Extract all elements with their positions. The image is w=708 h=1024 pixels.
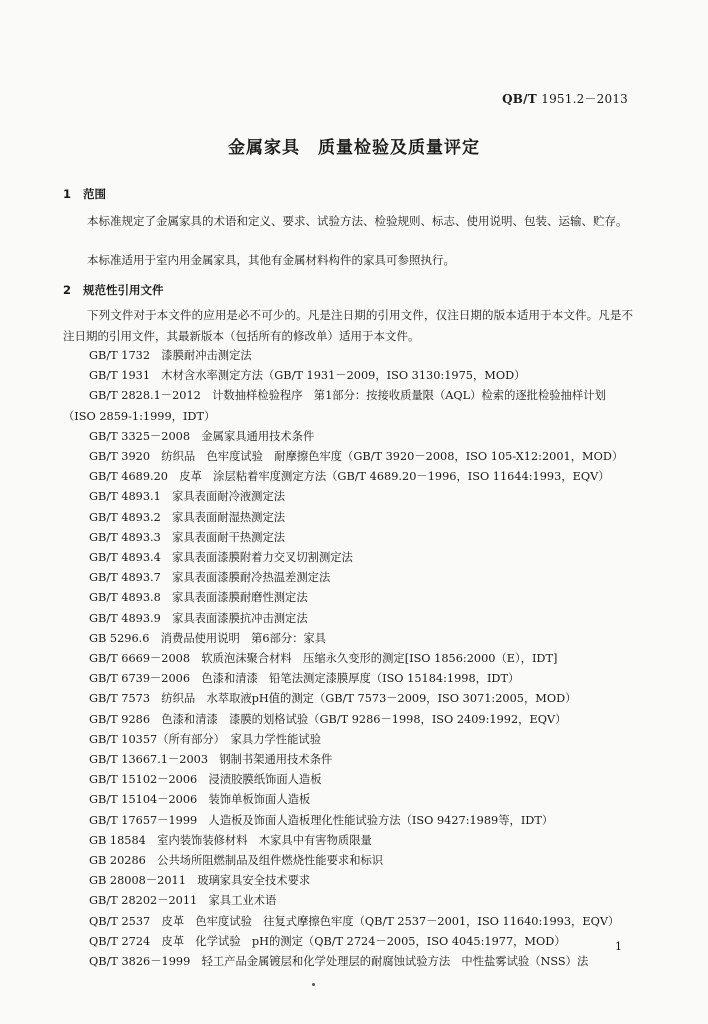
reference-item: GB/T 4893.4 家具表面漆膜附着力交叉切割测定法 xyxy=(89,551,353,565)
reference-item: GB/T 10357（所有部分） 家具力学性能试验 xyxy=(89,732,321,746)
reference-item: GB/T 2828.1－2012 计数抽样检验程序 第1部分：按接收质量限（AQL）检索的逐批检验抽样计划（ISO 2859-1:1999，IDT） xyxy=(63,389,606,423)
reference-item: QB/T 2724 皮革 化学试验 pH的测定（QB/T 2724－2005，ISO 4045:1977，MOD） xyxy=(89,934,566,948)
page-number: 1 xyxy=(615,940,622,953)
reference-item: GB 28008－2011 玻璃家具安全技术要求 xyxy=(89,874,311,888)
reference-item: GB/T 4893.8 家具表面漆膜耐磨性测定法 xyxy=(89,591,308,605)
reference-item: GB 5296.6 消费品使用说明 第6部分：家具 xyxy=(89,631,327,645)
standard-code xyxy=(502,90,628,107)
scan-artifact-dot xyxy=(312,983,315,986)
section-heading-normative-references xyxy=(63,282,164,298)
reference-item: GB/T 3920 纺织品 色牢度试验 耐摩擦色牢度（GB/T 3920－2008，ISO 105-X12:2001，MOD） xyxy=(89,450,624,464)
reference-item: GB/T 4689.20 皮革 涂层粘着牢度测定方法（GB/T 4689.20－1996，ISO 11644:1993，EQV） xyxy=(89,470,610,484)
reference-item: GB/T 4893.2 家具表面耐湿热测定法 xyxy=(89,510,286,524)
standard-code-number: 1951.2－2013 xyxy=(541,92,628,106)
reference-item: GB/T 1732 漆膜耐冲击测定法 xyxy=(89,349,252,362)
section-title: 范围 xyxy=(83,187,106,201)
reference-item: QB/T 3826－1999 轻工产品金属镀层和化学处理层的耐腐蚀试验方法 中性盐雾试验（NSS）法 xyxy=(89,955,589,969)
reference-item: GB/T 13667.1－2003 钢制书架通用技术条件 xyxy=(89,753,333,767)
reference-item: GB/T 15104－2006 装饰单板饰面人造板 xyxy=(89,793,311,807)
reference-item: GB/T 4893.7 家具表面漆膜耐冷热温差测定法 xyxy=(89,571,331,585)
reference-item: GB/T 9286 色漆和清漆 漆膜的划格试验（GB/T 9286－1998，ISO 2409:1992，EQV） xyxy=(89,712,567,726)
reference-item: GB/T 6739－2006 色漆和清漆 铅笔法测定漆膜厚度（ISO 15184:1998，IDT） xyxy=(89,672,520,686)
reference-item: GB/T 6669－2008 软质泡沫聚合材料 压缩永久变形的测定[ISO 1856:2000（E），IDT] xyxy=(89,652,558,666)
reference-item: GB 20286 公共场所阻燃制品及组件燃烧性能要求和标识 xyxy=(89,854,384,868)
section-heading-scope xyxy=(63,186,106,202)
reference-item: GB/T 3325－2008 金属家具通用技术条件 xyxy=(89,429,315,443)
reference-list xyxy=(63,346,638,972)
scope-paragraph-1: 本标准规定了金属家具的术语和定义、要求、试验方法、检验规则、标志、使用说明、包装、运输、贮存。 xyxy=(87,214,628,228)
section-number: 1 xyxy=(63,187,72,201)
reference-item: GB/T 4893.9 家具表面漆膜抗冲击测定法 xyxy=(89,611,308,625)
reference-item: GB/T 17657－1999 人造板及饰面人造板理化性能试验方法（ISO 9427:1989等，IDT） xyxy=(89,813,554,827)
reference-item: GB 18584 室内装饰装修材料 木家具中有害物质限量 xyxy=(89,833,372,847)
reference-item: GB/T 7573 纺织品 水萃取液pH值的测定（GB/T 7573－2009，ISO 3071:2005，MOD） xyxy=(89,692,577,706)
reference-item: GB/T 4893.1 家具表面耐冷液测定法 xyxy=(89,490,286,504)
section-number: 2 xyxy=(63,283,72,297)
scope-paragraph-2: 本标准适用于室内用金属家具，其他有金属材料构件的家具可参照执行。 xyxy=(87,253,455,267)
reference-item: GB/T 15102－2006 浸渍胶膜纸饰面人造板 xyxy=(89,773,322,787)
references-intro-paragraph: 下列文件对于本文件的应用是必不可少的。凡是注日期的引用文件，仅注日期的版本适用于本文件。凡是不注日期的引用文件，其最新版本（包括所有的修改单）适用于本文件。 xyxy=(63,308,633,343)
reference-item: GB/T 4893.3 家具表面耐干热测定法 xyxy=(89,530,286,544)
reference-item: QB/T 2537 皮革 色牢度试验 往复式摩擦色牢度（QB/T 2537－2001，ISO 11640:1993，EQV） xyxy=(89,914,620,928)
reference-item: GB/T 1931 木材含水率测定方法（GB/T 1931－2009，ISO 3130:1975，MOD） xyxy=(89,369,526,383)
standard-code-prefix: QB/T xyxy=(502,92,537,106)
section-title: 规范性引用文件 xyxy=(83,283,164,297)
document-title: 金属家具 质量检验及质量评定 xyxy=(228,138,480,158)
reference-item: GB/T 28202－2011 家具工业术语 xyxy=(89,894,277,908)
